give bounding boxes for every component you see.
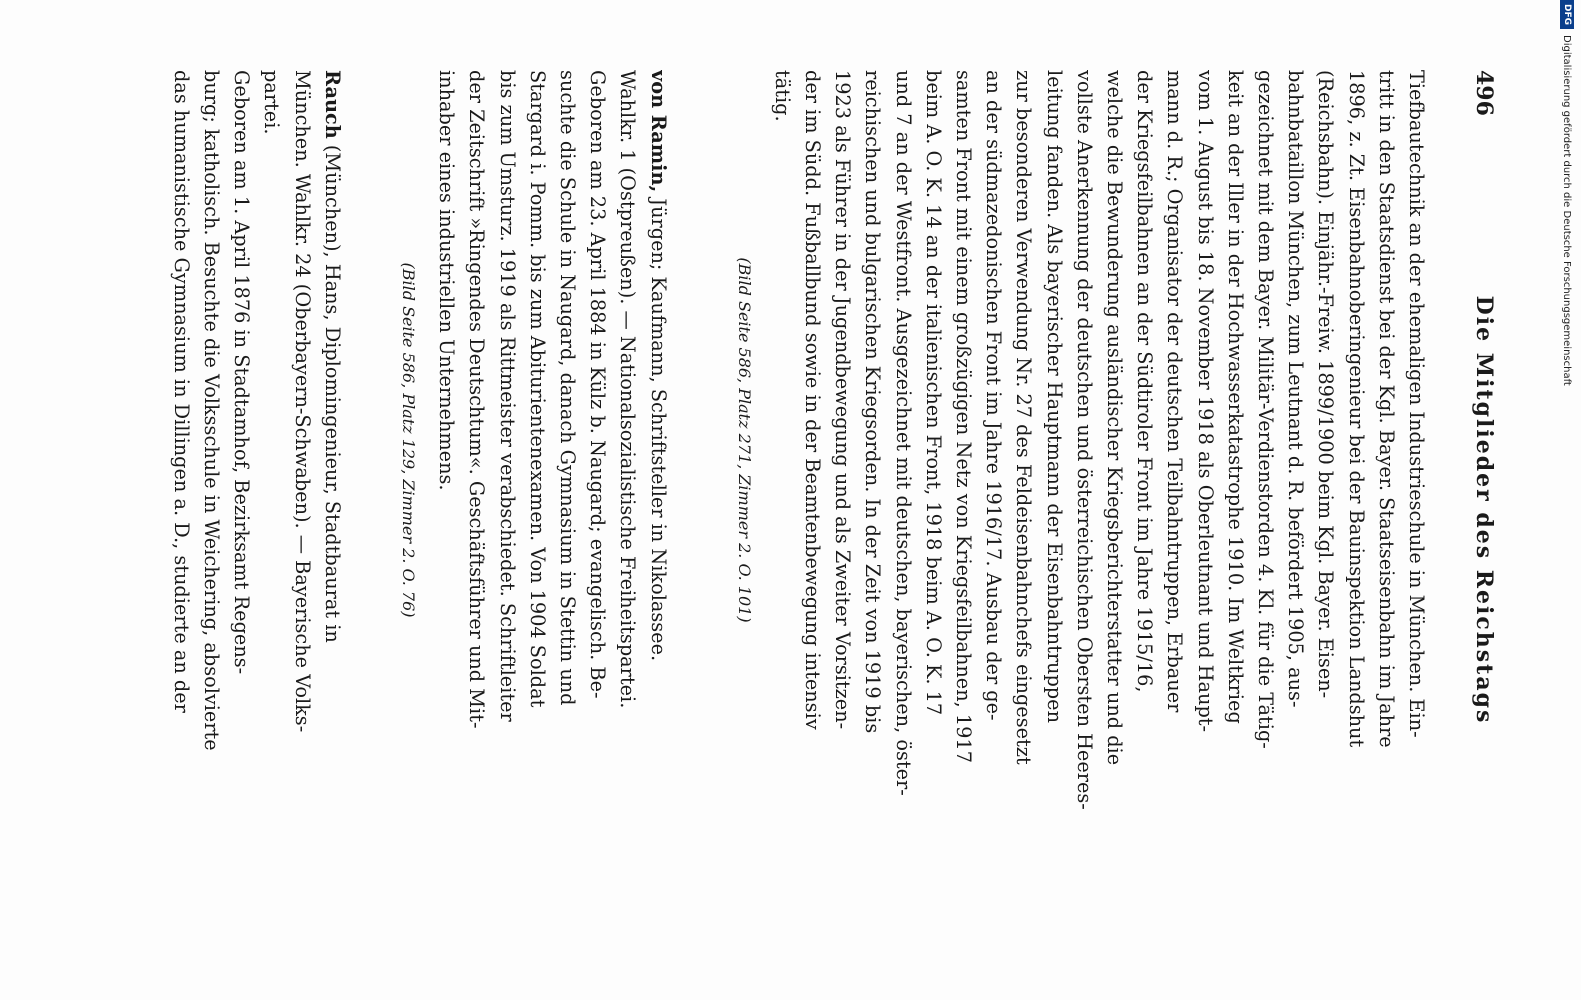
text-line: Geboren am 1. April 1876 in Stadtamhof, Bezirksamt Regens- [230, 70, 254, 675]
photo-caption: (Bild Seite 586, Platz 271, Zimmer 2. O. 101) [734, 257, 754, 623]
digitization-credit: Digitalisierung gefördert durch die Deutsche Forschungsgemeinschaft [1561, 35, 1572, 386]
text-line: Stargard i. Pomm. bis zum Abiturientenexamen. Von 1904 Soldat [525, 70, 549, 708]
entry-name: von Ramin, [646, 70, 670, 193]
photo-caption: (Bild Seite 586, Platz 129, Zimmer 2. O. 76) [398, 262, 418, 618]
spacer [347, 70, 395, 810]
text-line: der im Südd. Fußballbund sowie in der Beamtenbewegung intensiv [800, 70, 824, 730]
text-line: tätig. [770, 70, 794, 122]
text-line: leitung fanden. Als bayerischer Hauptmann der Eisenbahntruppen [1042, 70, 1066, 723]
running-head: Die Mitglieder des Reichstags [1471, 295, 1497, 725]
text-line: burg; katholisch. Besuchte die Volksschule in Weichering, absolvierte [200, 70, 224, 751]
text-line: keit an der Iller in der Hochwasserkatastrophe 1910. Im Weltkrieg [1223, 70, 1247, 724]
text-line: bis zum Umsturz. 1919 als Rittmeister verabschiedet. Schriftleiter [495, 70, 519, 722]
text-line: tritt in den Staatsdienst bei der Kgl. Bayer. Staatseisenbahn im Jahre [1374, 70, 1398, 748]
text-line: und 7 an der Westfront. Ausgezeichnet mit deutschen, bayerischen, öster- [891, 70, 915, 796]
text-line: das humanistische Gymnasium in Dillingen a. D., studierte an der [169, 70, 193, 713]
text-line: 1896, z. Zt. Eisenbahnoberingenieur bei der Bauinspektion Landshut [1344, 70, 1368, 748]
text-line: beim A. O. K. 14 an der italienischen Front, 1918 beim A. O. K. 17 [921, 70, 945, 716]
text-line: bahnbataillon München, zum Leutnant d. R. befördert 1905, aus- [1284, 70, 1308, 708]
text-line: welche die Bewunderung ausländischer Kriegsberichterstatter und die [1102, 70, 1126, 766]
entry-von-ramin [395, 70, 673, 810]
text-line: partei. [260, 70, 284, 135]
entry-intro: (München), Hans, Diplomingenieur, Stadtbaurat in [320, 144, 344, 643]
text-line: der Kriegsfeilbahnen an der Südtiroler Front im Jahre 1915/16, [1133, 70, 1157, 693]
text-line: vom 1. August bis 18. November 1918 als Oberleutnant und Haupt- [1193, 70, 1217, 733]
text-line: Geboren am 23. April 1884 in Külz b. Naugard; evangelisch. Be- [586, 70, 610, 699]
text-line: gezeichnet mit dem Bayer. Militär-Verdienstorden 4. Kl. für die Tätig- [1253, 70, 1277, 749]
dfg-logo: DFG [1560, 0, 1574, 29]
text-line: Wahlkr. 1 (Ostpreußen). — Nationalsozialistische Freiheitspartei. [616, 70, 640, 709]
entry-intro: Jürgen; Kaufmann, Schriftsteller in Nikolassee. [646, 198, 670, 662]
entry-rauch [166, 70, 347, 810]
digitization-footer [1552, 0, 1580, 1000]
text-line: München. Wahlkr. 24 (Oberbayern-Schwaben). — Bayerische Volks- [290, 70, 314, 733]
entry-continuation [731, 70, 1431, 810]
page-header [1463, 70, 1497, 810]
digitization-credit-strip [1552, 0, 1580, 1000]
text-line: mann d. R.; Organisator der deutschen Teilbahntruppen, Erbauer [1163, 70, 1187, 713]
text-line: reichischen und bulgarischen Kriegsorden. In der Zeit von 1919 bis [861, 70, 885, 734]
text-line: zur besonderen Verwendung Nr. 27 des Feldeisenbahnchefs eingesetzt [1012, 70, 1036, 765]
text-line: suchte die Schule in Naugard, danach Gymnasium in Stettin und [555, 70, 579, 706]
entry-name: Rauch [320, 70, 344, 139]
text-line: samten Front mit einem großzügigen Netz von Kriegsfeilbahnen, 1917 [951, 70, 975, 763]
text-line [317, 70, 347, 810]
text-line: vollste Anerkennung der deutschen und österreichischen Obersten Heeres- [1072, 70, 1096, 810]
text-line: 1923 als Führer in der Jugendbewegung und als Zweiter Vorsitzen- [831, 70, 855, 730]
page-body [166, 70, 1431, 810]
text-line: Tiefbautechnik an der ehemaligen Industrieschule in München. Ein- [1405, 70, 1428, 738]
text-line: an der südmazedonischen Front im Jahre 1916/17. Ausbau der ge- [982, 70, 1006, 721]
text-line [642, 70, 672, 810]
text-line: (Reichsbahn). Einjähr.-Freiw. 1899/1900 beim Kgl. Bayer. Eisen- [1314, 70, 1338, 699]
text-line: der Zeitschrift »Ringendes Deutschtum«. Geschäftsführer und Mit- [465, 70, 489, 729]
page-number: 496 [1471, 70, 1497, 116]
spacer [673, 70, 731, 810]
text-line: inhaber eines industriellen Unternehmens. [435, 70, 459, 491]
